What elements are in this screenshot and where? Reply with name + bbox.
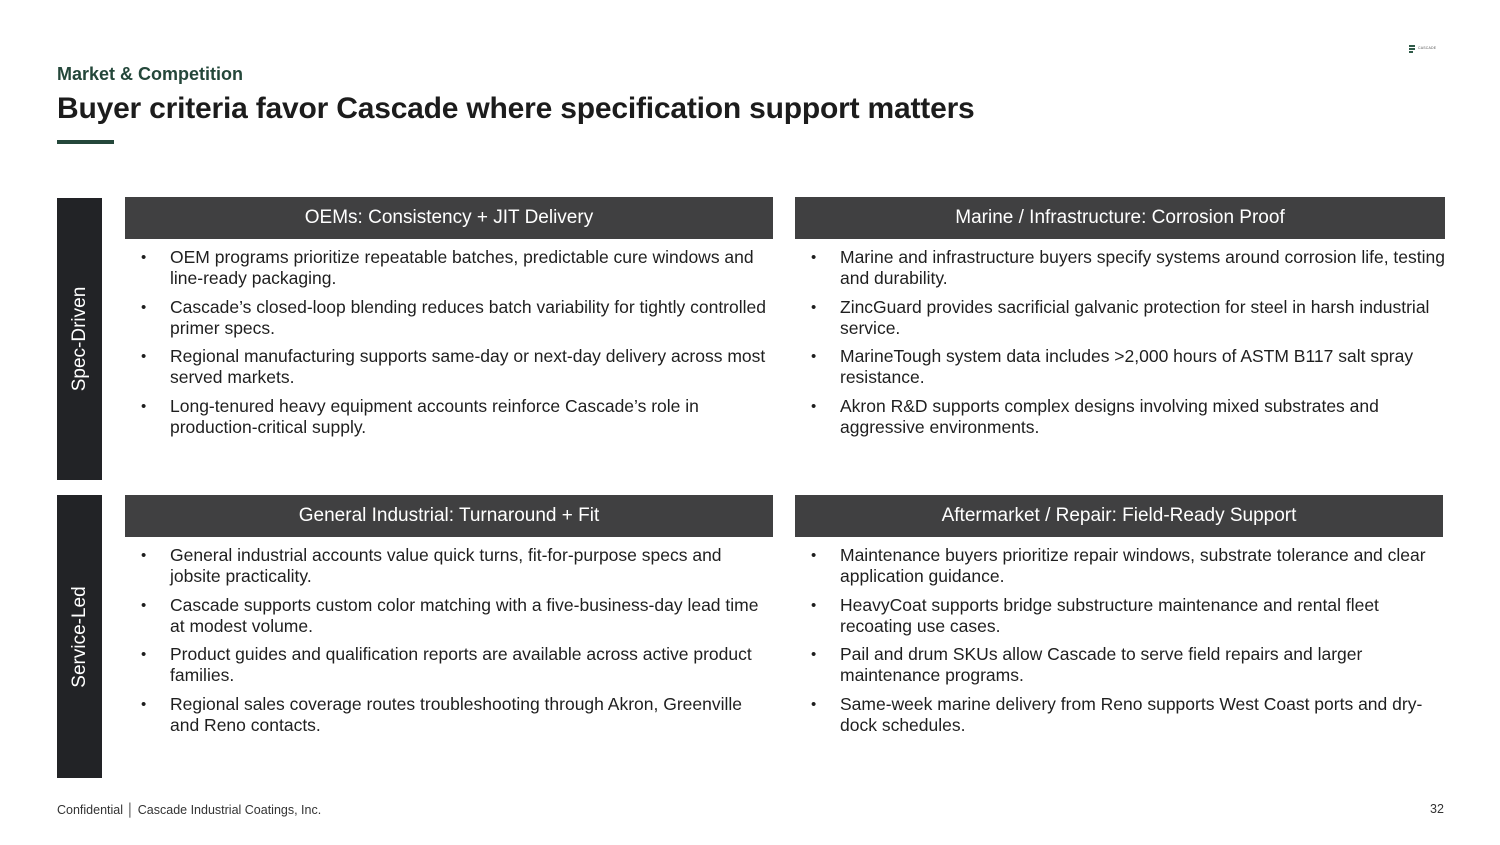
bullet-item: • Cascade supports custom color matching with a five-business-day lead time at modest volume. xyxy=(141,594,759,636)
bullet-item: • OEM programs prioritize repeatable batches, predictable cure windows and line-ready packaging. xyxy=(141,247,754,288)
panel-general-industrial xyxy=(125,495,773,743)
bullet-dot: • xyxy=(811,596,817,614)
panel-header: OEMs: Consistency + JIT Delivery xyxy=(125,197,773,239)
footer-confidential: Confidential │ Cascade Industrial Coatings, Inc. xyxy=(57,803,322,817)
bullet-item: • Long-tenured heavy equipment accounts reinforce Cascade’s role in production-critical supply. xyxy=(141,395,699,437)
logo-wordmark: CASCADE xyxy=(1418,46,1437,50)
panel-header: Marine / Infrastructure: Corrosion Proof xyxy=(795,197,1445,239)
bullet-list xyxy=(125,239,773,438)
bullet-item: • Maintenance buyers prioritize repair windows, substrate tolerance and clear application guidance. xyxy=(811,545,1426,586)
bullet-item: • Regional manufacturing supports same-day or next-day delivery across most served markets. xyxy=(141,346,766,387)
panel-header: General Industrial: Turnaround + Fit xyxy=(125,495,773,537)
bullet-dot: • xyxy=(811,348,817,365)
bullet-item: • General industrial accounts value quick turns, fit-for-purpose specs and jobsite practicality. xyxy=(141,545,722,586)
bullet-dot: • xyxy=(141,348,147,365)
company-logo xyxy=(1409,44,1439,54)
bullet-list xyxy=(795,537,1443,736)
bullet-dot: • xyxy=(811,249,817,266)
bullet-dot: • xyxy=(141,397,147,415)
bullet-dot: • xyxy=(811,695,817,713)
bullet-dot: • xyxy=(141,646,147,663)
row-label-text: Spec-Driven xyxy=(68,286,90,392)
bullet-dot: • xyxy=(141,596,147,614)
bullet-item: • Same-week marine delivery from Reno supports West Coast ports and dry-dock schedules. xyxy=(811,693,1423,735)
row-label-service-led xyxy=(57,495,102,778)
bullet-item: • HeavyCoat supports bridge substructure maintenance and rental fleet recoating use cases. xyxy=(811,594,1379,636)
bullet-dot: • xyxy=(141,695,147,713)
bullet-dot: • xyxy=(811,397,817,415)
bullet-item: • Marine and infrastructure buyers specify systems around corrosion life, testing and durability. xyxy=(811,247,1445,288)
bullet-dot: • xyxy=(811,298,817,316)
bullet-item: • Akron R&D supports complex designs involving mixed substrates and aggressive environments. xyxy=(811,395,1379,437)
bullet-item: • MarineTough system data includes >2,000 hours of ASTM B117 salt spray resistance. xyxy=(811,346,1414,387)
bullet-dot: • xyxy=(811,547,817,564)
section-kicker: Market & Competition xyxy=(57,64,244,84)
bullet-list xyxy=(125,537,773,736)
bullet-item: • Pail and drum SKUs allow Cascade to serve field repairs and larger maintenance programs. xyxy=(811,644,1363,685)
panel-header: Aftermarket / Repair: Field-Ready Support xyxy=(795,495,1443,537)
page-number: 32 xyxy=(1430,802,1444,816)
row-label-spec-driven xyxy=(57,198,102,480)
bullet-item: • ZincGuard provides sacrificial galvanic protection for steel in harsh industrial service. xyxy=(811,296,1430,338)
bullet-item: • Regional sales coverage routes troubleshooting through Akron, Greenville and Reno contacts. xyxy=(141,693,743,735)
panel-aftermarket-repair xyxy=(795,495,1443,743)
panel-oems xyxy=(125,197,773,445)
bullet-dot: • xyxy=(141,249,147,266)
bullet-item: • Cascade’s closed-loop blending reduces batch variability for tightly controlled primer specs. xyxy=(141,296,766,338)
bullet-dot: • xyxy=(141,298,147,316)
row-label-text: Service-Led xyxy=(68,585,90,688)
title-underline xyxy=(57,140,114,144)
panel-marine-infrastructure xyxy=(795,197,1445,445)
bullet-dot: • xyxy=(141,547,147,564)
page-title: Buyer criteria favor Cascade where specification support matters xyxy=(57,92,975,125)
bullet-list xyxy=(795,239,1445,438)
bullet-dot: • xyxy=(811,646,817,663)
bullet-item: • Product guides and qualification reports are available across active product families. xyxy=(141,644,752,685)
